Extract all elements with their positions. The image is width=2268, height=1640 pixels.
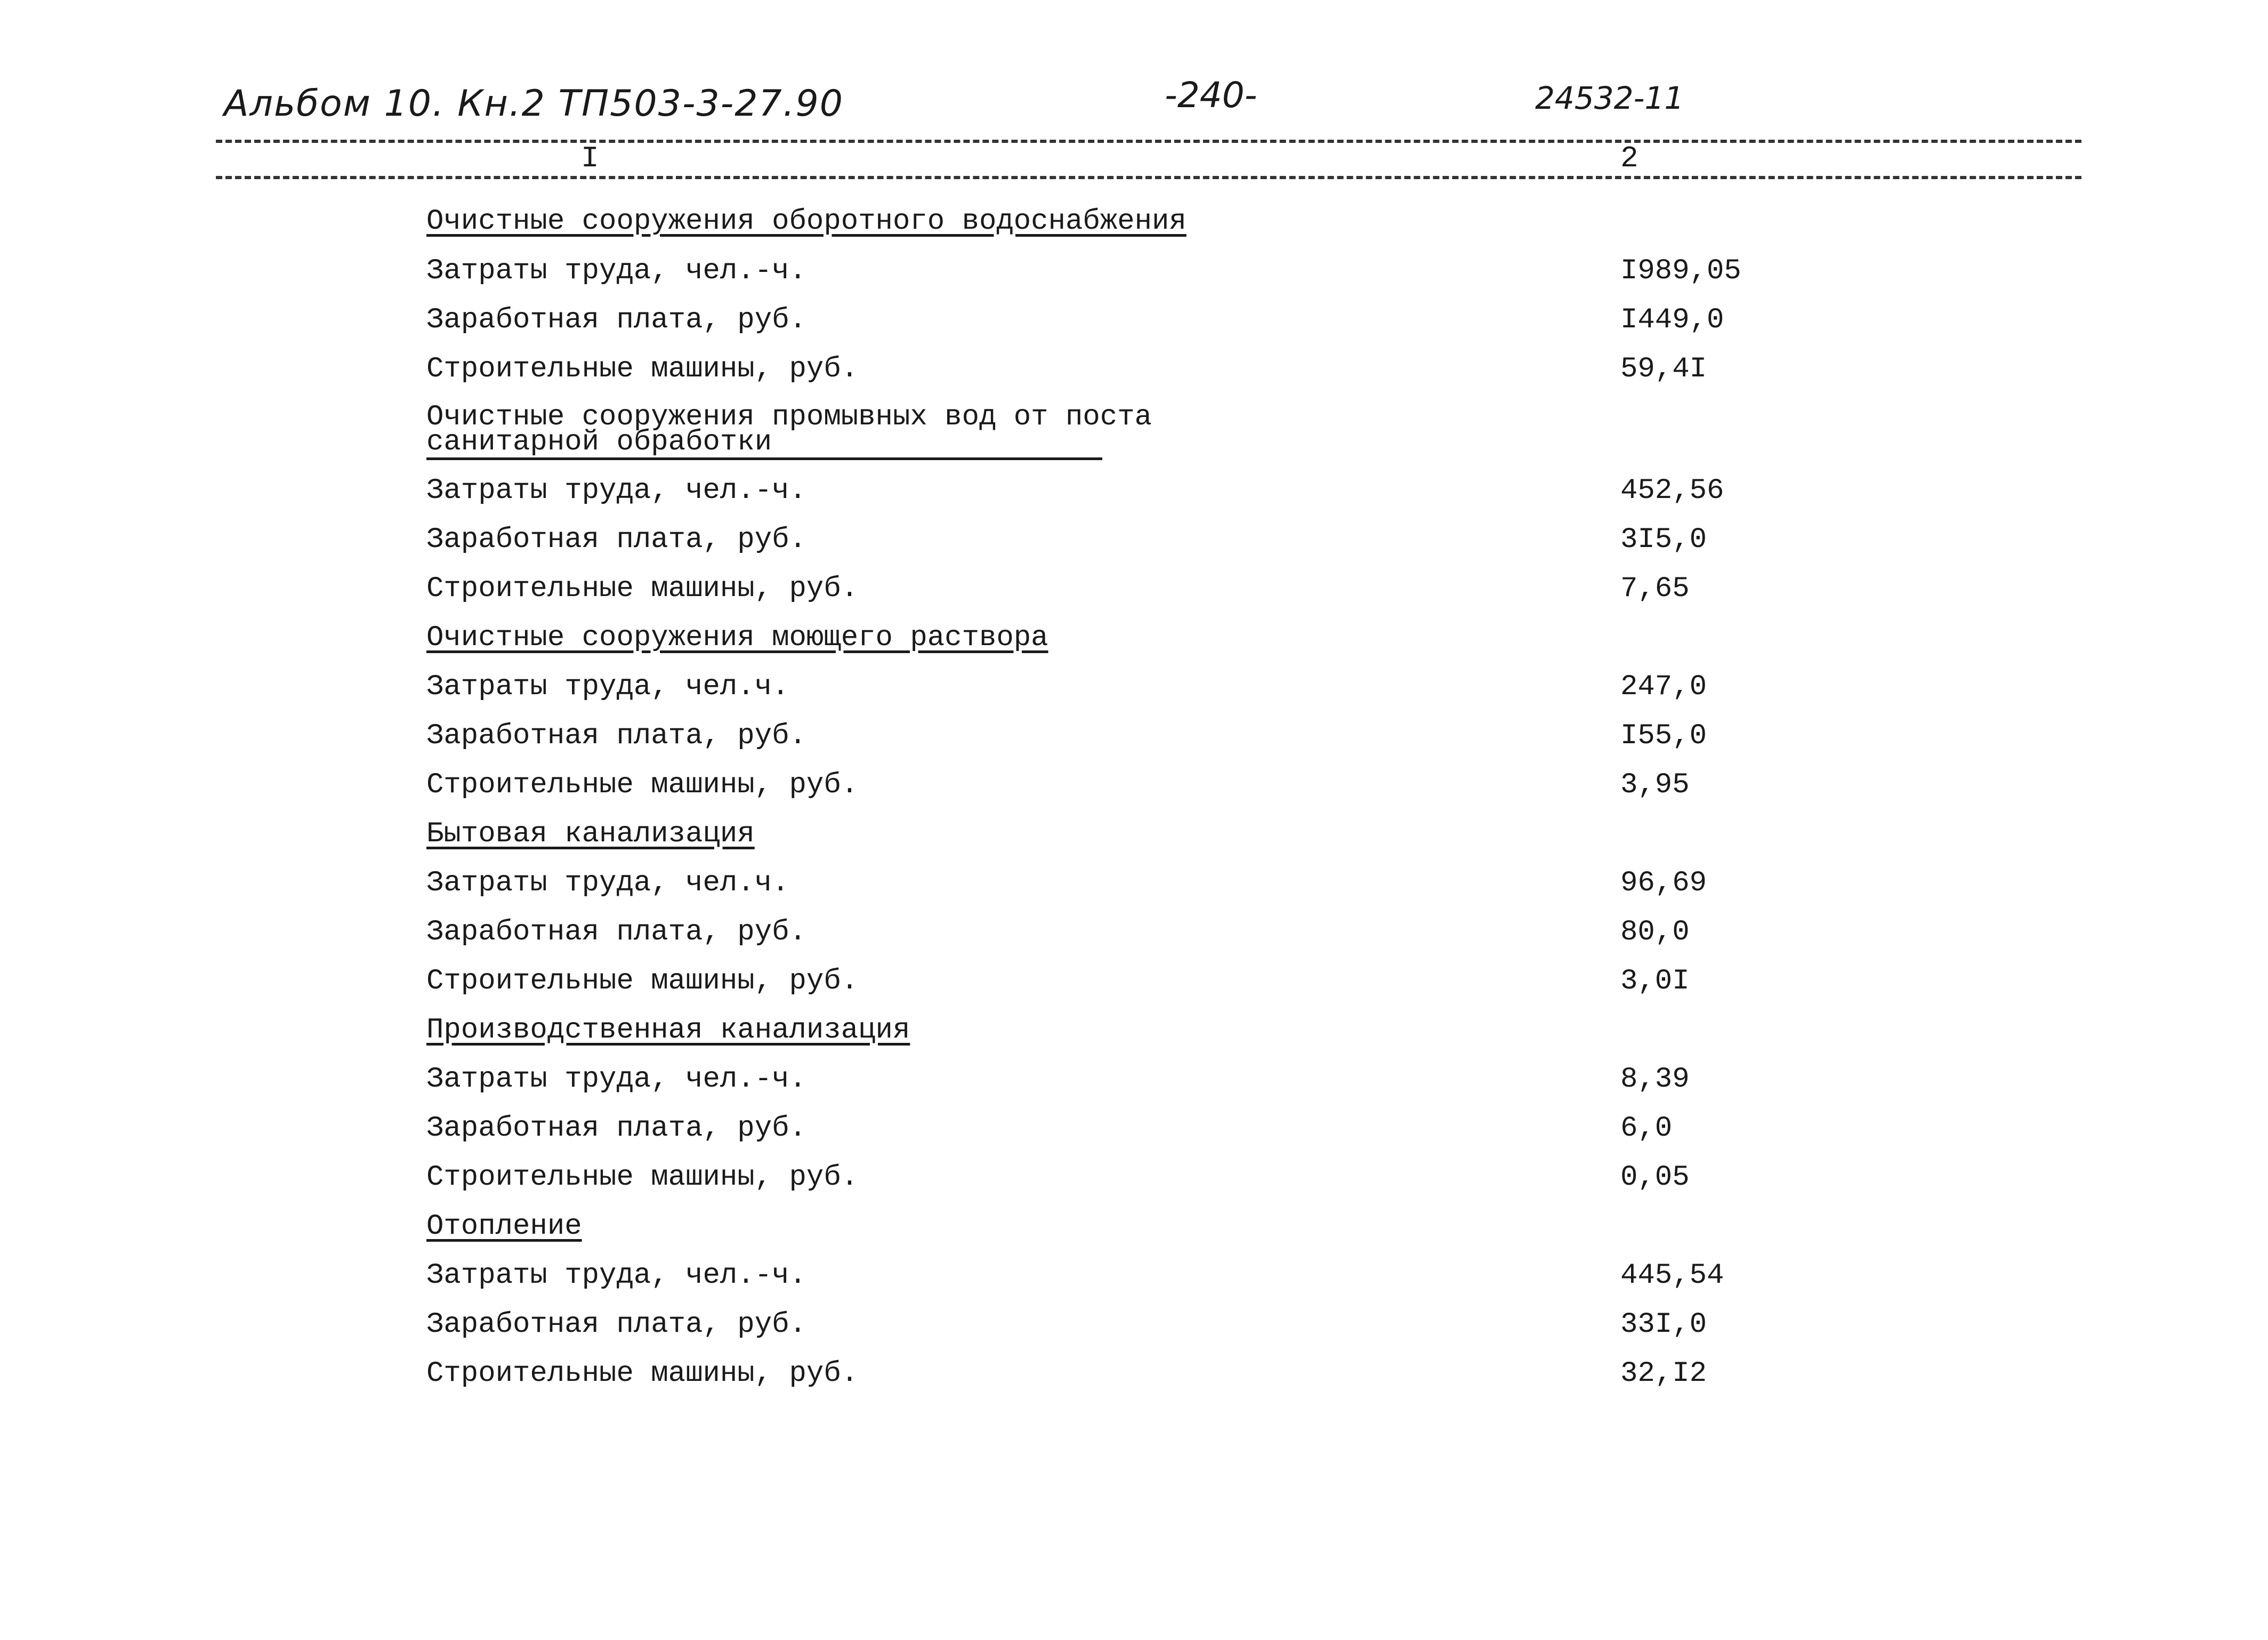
row-label: Заработная плата, руб. — [426, 1112, 806, 1145]
section-title: Производственная канализация — [426, 1014, 910, 1047]
row-label: Затраты труда, чел.-ч. — [426, 255, 806, 287]
row-label: Строительные машины, руб. — [426, 1357, 859, 1390]
row-label: Затраты труда, чел.-ч. — [426, 1259, 806, 1292]
row-value: 32,I2 — [1620, 1357, 1707, 1390]
row-value: 96,69 — [1620, 867, 1707, 899]
row-value: 3I5,0 — [1620, 524, 1707, 556]
section-title: Очистные сооружения моющего раствора — [426, 622, 1048, 654]
row-value: 59,4I — [1620, 353, 1707, 385]
column-header-2: 2 — [1620, 141, 1639, 175]
row-label: Строительные машины, руб. — [426, 353, 859, 385]
section-title: Очистные сооружения оборотного водоснабжения — [426, 205, 1187, 238]
row-value: 7,65 — [1620, 573, 1690, 605]
document-number: 24532-11 — [1535, 80, 1684, 116]
row-value: I989,05 — [1620, 255, 1741, 287]
section-title-line-2: санитарной обработки — [426, 428, 1102, 460]
row-value: 8,39 — [1620, 1063, 1690, 1096]
row-value: I55,0 — [1620, 720, 1707, 752]
row-label: Затраты труда, чел.ч. — [426, 867, 789, 899]
row-label: Заработная плата, руб. — [426, 1308, 806, 1341]
row-value: 33I,0 — [1620, 1308, 1707, 1341]
row-label: Заработная плата, руб. — [426, 916, 806, 948]
row-value: I449,0 — [1620, 304, 1724, 336]
row-value: 445,54 — [1620, 1259, 1724, 1292]
row-label: Строительные машины, руб. — [426, 1161, 859, 1194]
row-label: Строительные машины, руб. — [426, 965, 859, 998]
header-divider-top — [216, 140, 2081, 143]
album-reference: Альбом 10. Кн.2 ТП503-3-27.90 — [224, 83, 844, 125]
row-label: Строительные машины, руб. — [426, 769, 859, 801]
row-value: 452,56 — [1620, 475, 1724, 507]
row-label: Затраты труда, чел.-ч. — [426, 1063, 806, 1096]
section-title: Отопление — [426, 1210, 582, 1243]
row-label: Заработная плата, руб. — [426, 720, 806, 752]
row-value: 247,0 — [1620, 671, 1707, 703]
row-value: 80,0 — [1620, 916, 1690, 948]
section-title-line-1: Очистные сооружения промывных вод от поста — [426, 401, 1152, 433]
column-header-1: I — [581, 141, 599, 175]
header-divider-bottom — [216, 176, 2081, 179]
row-value: 0,05 — [1620, 1161, 1690, 1194]
row-label: Заработная плата, руб. — [426, 304, 806, 336]
section-title: Бытовая канализация — [426, 818, 755, 850]
row-value: 6,0 — [1620, 1112, 1673, 1145]
row-label: Заработная плата, руб. — [426, 524, 806, 556]
row-value: 3,95 — [1620, 769, 1690, 801]
row-label: Строительные машины, руб. — [426, 573, 859, 605]
row-label: Затраты труда, чел.ч. — [426, 671, 789, 703]
page-number: -240- — [1165, 75, 1257, 116]
row-value: 3,0I — [1620, 965, 1690, 998]
row-label: Затраты труда, чел.-ч. — [426, 475, 806, 507]
